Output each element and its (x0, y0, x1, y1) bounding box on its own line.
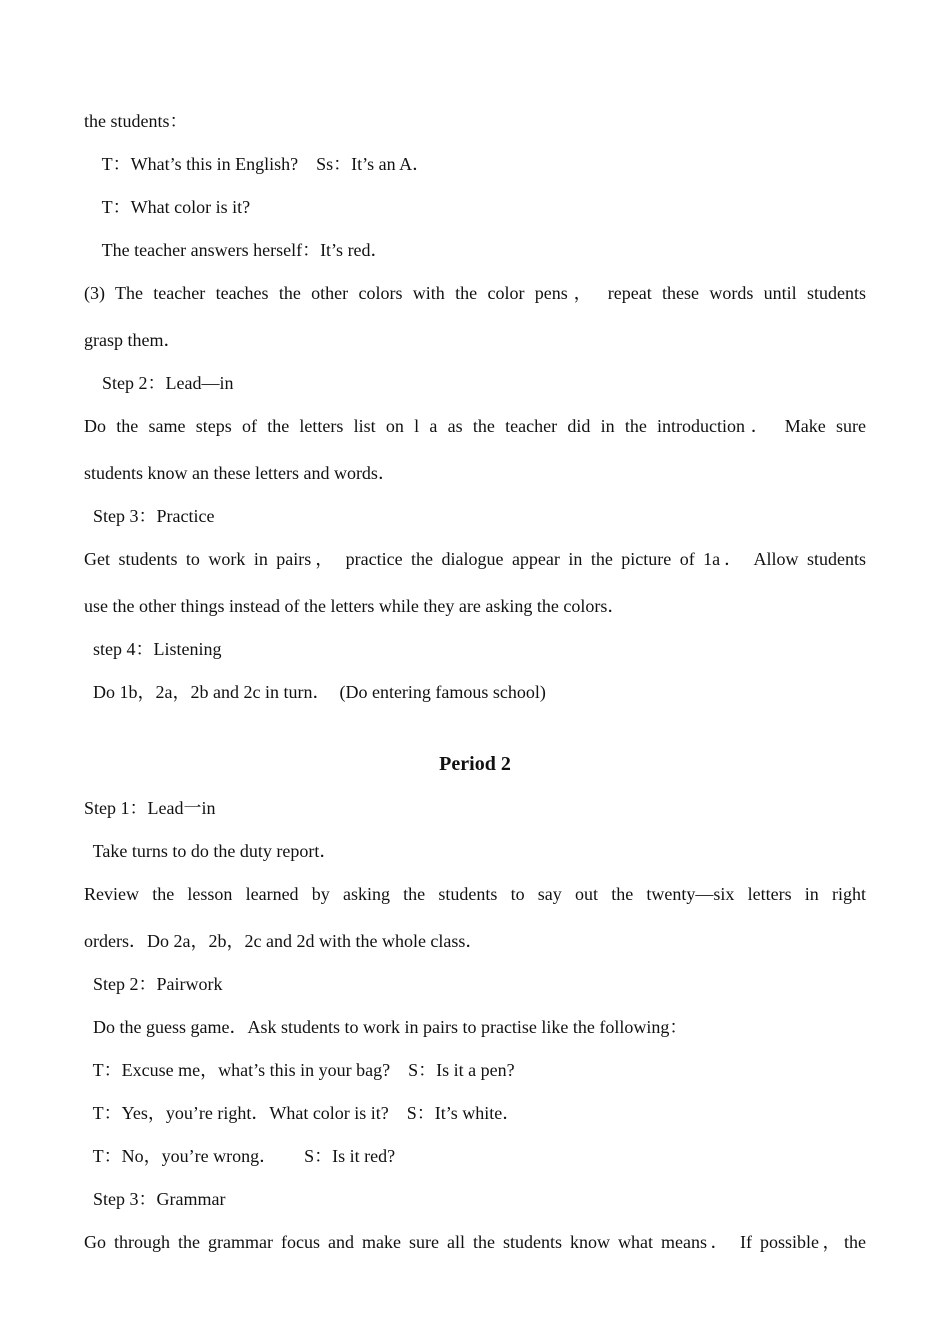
text-line: Step 2：Pairwork (84, 974, 223, 994)
text-line: the students： (84, 111, 188, 131)
text-line: Step 2：Lead—in (84, 373, 234, 393)
text-line: Step 1：Lead一in (84, 798, 216, 818)
text-line: Step 3：Practice (84, 506, 215, 526)
text-line: Review the lesson learned by asking the students to say out the twenty—six letters in right (84, 884, 866, 904)
text-line: The teacher answers herself：It’s red． (84, 240, 389, 260)
text-line: use the other things instead of the letters while they are asking the colors． (84, 596, 626, 616)
text-line: Take turns to do the duty report． (84, 841, 338, 861)
text-line: Do the guess game．Ask students to work in pairs to practise like the following： (84, 1017, 688, 1037)
text-line: Go through the grammar focus and make sure all the students know what means． If possible，the (84, 1232, 866, 1252)
text-line: Do the same steps of the letters list on l a as the teacher did in the introduction． Make sure (84, 416, 866, 436)
text-line: Do 1b，2a，2b and 2c in turn． (Do entering famous school) (84, 682, 546, 702)
text-line: Step 3：Grammar (84, 1189, 226, 1209)
text-line: (3) The teacher teaches the other colors with the color pens， repeat these words until students (84, 283, 866, 303)
text-line: grasp them． (84, 330, 182, 350)
section-heading: Period 2 (439, 753, 511, 775)
text-line: T：What color is it? (84, 197, 251, 217)
text-line: step 4：Listening (84, 639, 222, 659)
text-line: T：Yes，you’re right．What color is it? S：It’s white． (84, 1103, 521, 1123)
text-line: T：Excuse me，what’s this in your bag? S：Is it a pen? (84, 1060, 515, 1080)
text-line: orders．Do 2a，2b，2c and 2d with the whole class． (84, 931, 484, 951)
text-line: T：No，you’re wrong． S：Is it red? (84, 1146, 396, 1166)
text-line: T：What’s this in English? Ss：It’s an A． (84, 154, 431, 174)
text-line: students know an these letters and words． (84, 463, 396, 483)
text-line: Get students to work in pairs， practice the dialogue appear in the picture of 1a． Allow students (84, 549, 866, 569)
